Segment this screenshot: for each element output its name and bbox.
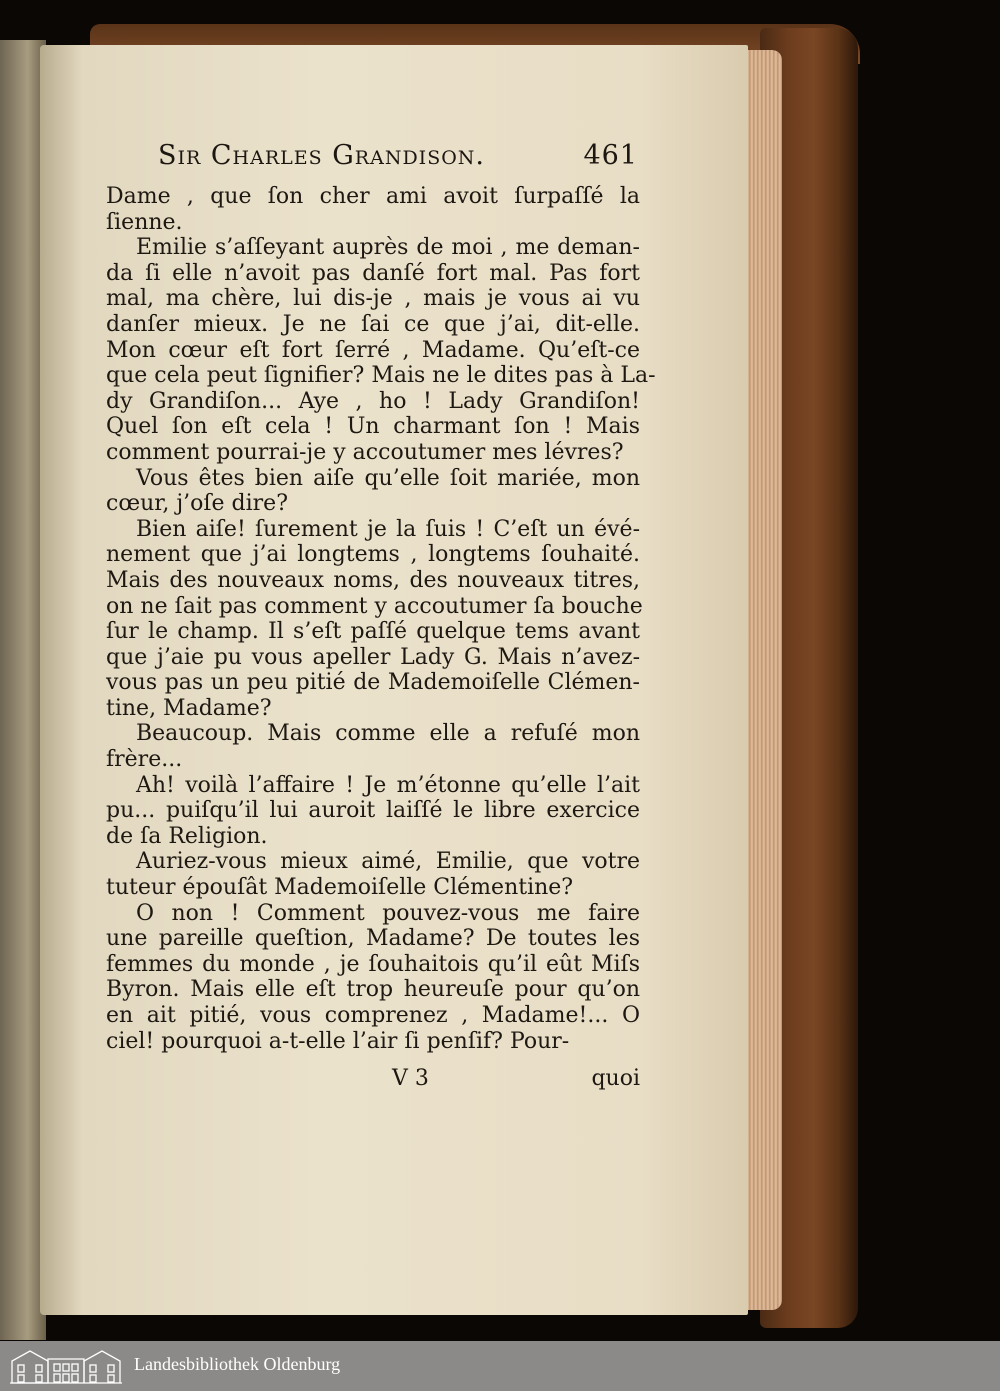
- text-line: comment pourrai-je y accoutumer mes lévres?: [106, 439, 624, 465]
- text-line: Mon cœur eſt fort ſerré , Madame. Qu’eſt-ce: [106, 337, 640, 363]
- text-line: on ne ſait pas comment y accoutumer ſa bouche: [106, 593, 643, 619]
- catchword: quoi: [591, 1066, 640, 1091]
- page-edges: [742, 50, 782, 1310]
- text-line: une pareille queſtion, Madame? De toutes les: [106, 926, 640, 952]
- text-line: nement que j’ai longtems , longtems ſouhaité.: [106, 542, 640, 568]
- text-line: da ſi elle n’avoit pas danſé fort mal. Pas fort: [106, 260, 640, 286]
- text-line: Emilie s’aſſeyant auprès de moi , me deman-: [136, 235, 640, 261]
- running-title: Sir Charles Grandison.: [158, 140, 485, 171]
- text-line: vous pas un peu pitié de Mademoiſelle Clémen-: [106, 670, 640, 696]
- page-number: 461: [583, 140, 638, 171]
- signature-mark: V 3: [392, 1066, 429, 1091]
- text-line: Byron. Mais elle eſt trop heureuſe pour qu’on: [106, 977, 640, 1003]
- text-line: O non ! Comment pouvez-vous me faire: [136, 900, 640, 926]
- text-line: Auriez-vous mieux aimé, Emilie, que votre: [136, 849, 640, 875]
- text-line: danſer mieux. Je ne ſai ce que j’ai, dit-elle.: [106, 311, 640, 337]
- text-line: ſur le champ. Il s’eſt paſſé quelque tems avant: [106, 619, 640, 645]
- text-line: Beaucoup. Mais comme elle a refuſé mon: [136, 721, 640, 747]
- library-building-logo-icon: [8, 1347, 124, 1385]
- text-line: Ah! voilà l’affaire ! Je m’étonne qu’elle l’ait: [136, 772, 640, 798]
- text-line: Dame , que ſon cher ami avoit ſurpaſſé la: [106, 184, 640, 209]
- text-line: que cela peut ſignifier? Mais ne le dites pas à La-: [106, 363, 656, 389]
- text-line: pu... puiſqu’il lui auroit laiſſé le libre exercice: [106, 798, 640, 824]
- text-line: Mais des nouveaux noms, des nouveaux titres,: [106, 567, 640, 593]
- library-name: Landesbibliothek Oldenburg: [134, 1354, 341, 1374]
- text-line: Vous êtes bien aiſe qu’elle ſoit mariée, mon: [136, 465, 640, 491]
- text-line: en ait pitié, vous comprenez , Madame!... O: [106, 1003, 640, 1028]
- text-line: ſienne.: [106, 209, 183, 235]
- text-line: tuteur épouſât Mademoiſelle Clémentine?: [106, 875, 574, 901]
- text-line: de ſa Religion.: [106, 823, 268, 849]
- text-line: mal, ma chère, lui dis-je , mais je vous ai vu: [106, 286, 640, 312]
- running-head: [158, 140, 638, 180]
- body-text: [106, 184, 656, 1054]
- institution-footer: [0, 1341, 1000, 1391]
- text-line: frère...: [106, 747, 183, 773]
- text-line: dy Grandiſon... Aye , ho ! Lady Grandiſon!: [106, 388, 640, 414]
- text-line: que j’aie pu vous apeller Lady G. Mais n’avez-: [106, 644, 640, 670]
- text-line: Quel ſon eſt cela ! Un charmant ſon ! Mais: [106, 414, 640, 440]
- text-line: tine, Madame?: [106, 695, 272, 721]
- text-line: Bien aiſe! ſurement je la ſuis ! C’eſt un évé-: [136, 516, 640, 542]
- text-line: ciel! pourquoi a-t-elle l’air ſi penſif? Pour-: [106, 1028, 570, 1054]
- text-line: cœur, j’oſe dire?: [106, 491, 288, 517]
- text-line: femmes du monde , je ſouhaitois qu’il eût Miſs: [106, 951, 640, 977]
- page-foot: [106, 1066, 640, 1096]
